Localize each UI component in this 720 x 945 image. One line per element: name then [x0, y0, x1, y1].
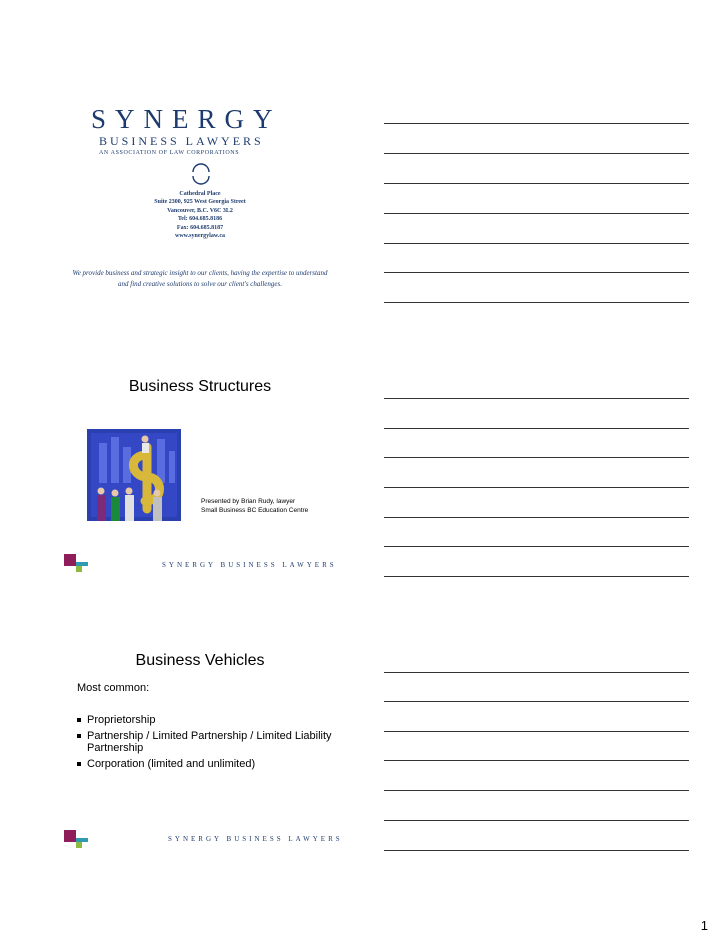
firm-tagline: We provide business and strategic insight to our clients, having the expertise to understand and find creative solutions to solve our client's challenges. [72, 269, 328, 288]
firm-address: Cathedral Place Suite 2300, 925 West Georgia Street Vancouver, B.C. V6C 3L2 Tel: 604.685.8186 Fax: 604.685.8187 www.synergylaw.ca [154, 191, 246, 240]
note-line [384, 457, 689, 458]
list-item: Partnership / Limited Partnership / Limited Liability Partnership [77, 730, 337, 755]
bullet-list [77, 714, 337, 773]
slide-footer: SYNERGY BUSINESS LAWYERS [162, 561, 337, 569]
slide-title: Business Vehicles [135, 652, 265, 669]
synergy-logo-wordmark: SYNERGY [91, 104, 282, 134]
note-line [384, 517, 689, 518]
note-line [384, 487, 689, 488]
slide-footer: SYNERGY BUSINESS LAWYERS [168, 835, 343, 843]
slide-intro: Most common: [77, 682, 150, 694]
note-line [384, 302, 689, 303]
slide-title: Business Structures [128, 378, 272, 395]
note-line [384, 546, 689, 547]
presenter-info: Presented by Brian Rudy, lawyer Small Business BC Education Centre [201, 498, 309, 514]
note-line [384, 153, 689, 154]
note-line [384, 123, 689, 124]
list-item: Proprietorship [77, 714, 337, 727]
note-line [384, 183, 689, 184]
synergy-emblem-icon [189, 162, 213, 186]
note-line [384, 272, 689, 273]
logo-subtitle: BUSINESS LAWYERS [99, 134, 264, 148]
logo-association-line: AN ASSOCIATION OF LAW CORPORATIONS [99, 150, 240, 156]
note-line [384, 731, 689, 732]
note-line [384, 428, 689, 429]
note-line [384, 760, 689, 761]
slide-2-business-structures [55, 362, 345, 587]
business-people-clipart-icon [87, 429, 181, 521]
note-line [384, 398, 689, 399]
small-business-bc-logo-icon [64, 554, 88, 578]
slide-3-business-vehicles [55, 642, 345, 857]
note-line [384, 820, 689, 821]
note-line [384, 672, 689, 673]
note-line [384, 850, 689, 851]
list-item: Corporation (limited and unlimited) [77, 758, 337, 771]
slide-1-title [55, 90, 345, 300]
page-number: 1 [700, 918, 708, 933]
note-line [384, 790, 689, 791]
note-line [384, 576, 689, 577]
note-line [384, 213, 689, 214]
note-line [384, 243, 689, 244]
small-business-bc-logo-icon [64, 830, 88, 854]
note-line [384, 701, 689, 702]
